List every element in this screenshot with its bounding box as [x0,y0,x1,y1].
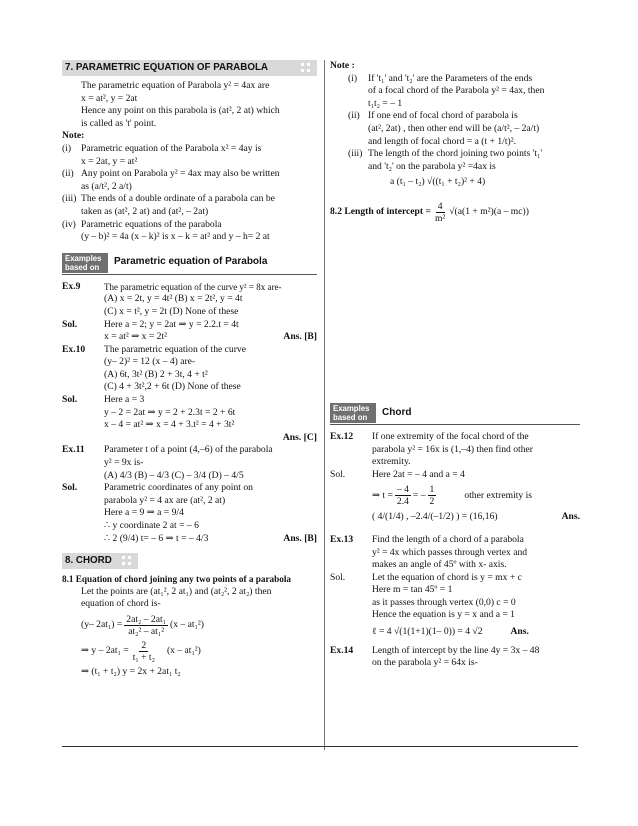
right-column [330,60,580,670]
question-line: makes an angle of 45º with x- axis. [372,559,507,571]
note-number: (iv) [62,218,76,230]
fraction [124,614,168,637]
note-number: (i) [62,142,72,154]
example-label: Ex.14 [330,644,354,656]
solution-line: x – 4 = at² ⇒ x = 4 + 3.t² = 4 + 3t² [104,419,235,431]
example-13 [330,534,580,572]
solution-line: Here a = 9 ⇒ a = 9/4 [104,507,184,519]
note-item [348,148,580,189]
example-label: Ex.13 [330,533,354,545]
question-line: y² = 4x which passes through vertex and [372,546,528,558]
text-line: Let the points are (at₁², 2 at₁) and (at₂², 2 at₂) then [81,585,272,597]
question-line: Length of intercept by the line 4y = 3x – 48 [372,644,540,656]
equation-part: (x – at₁²) [166,645,201,657]
solution-label: Sol. [330,468,346,480]
note-item [62,193,317,218]
chord-equation-1 [81,614,317,637]
equation-part: ⇒ t = [372,489,393,501]
solution-label: Sol. [62,394,78,406]
note-item [348,110,580,148]
question-line: extremity. [372,456,411,468]
example-label: Ex.12 [330,430,354,442]
text-line: and length of focal chord = a (t + 1/t)². [368,135,516,147]
text-line: is called as 't' point. [81,117,157,129]
answer: Ans. [B] [283,331,317,343]
answer: Ans. [510,626,529,638]
example-label: Ex.11 [62,444,85,456]
column-divider [324,60,325,750]
equation-part: other extremity is [464,489,532,501]
fraction [428,484,437,507]
fraction [395,484,411,507]
equation-part: (y– 2at₁) = [81,619,123,631]
section-7-title: 7. PARAMETRIC EQUATION OF PARABOLA [65,61,269,73]
answer: Ans. [561,511,580,523]
left-column [62,60,317,679]
solution-line: y – 2 = 2at ⇒ y = 2 + 2.3t = 2 + 6t [104,406,236,418]
solution-line: Here a = 3 [104,394,145,406]
solution-line: ( 4/(1/4) , –2.4/(–1/2) ) = (16,16) [372,511,498,523]
answer: Ans. [B] [283,532,317,544]
options-line: (A) 6t, 3t² (B) 2 + 3t, 4 + t² [104,368,208,380]
equation-part: √(a(1 + m²)(a – mc)) [449,206,529,218]
question-line: Parameter t of a point (4,–6) of the parabola [104,444,273,456]
question-line: The parametric equation of the curve y² = 8x are- [104,281,282,292]
text-line: of a focal chord of the Parabola y² = 4ax, then [368,85,545,97]
solution-line: parabola y² = 4 ax are (at², 2 at) [104,494,226,506]
question-line: y² = 9x is- [104,457,144,469]
text-line: The parametric equation of Parabola y² = 4ax are [81,80,270,91]
note-item [62,168,317,193]
text-line: equation of chord is- [81,598,161,610]
section-7-header [62,60,317,76]
note-number: (iii) [348,148,363,160]
solution-12 [330,469,580,524]
chord-equation-3: ⇒ (t₁ + t₂) y = 2x + 2at₁ t₂ [81,665,181,677]
note-item [62,219,317,244]
note-list [330,73,580,189]
section-dots-icon [121,555,135,567]
solution-line: as it passes through vertex (0,0) c = 0 [372,596,516,608]
solution-label: Sol. [62,318,78,330]
text-line: The length of the chord joining two points 't₁' [368,148,543,160]
question-line: (y– 2)² = 12 (x – 4) are- [104,356,196,368]
example-9 [62,281,317,319]
text-line: Hence any point on this parabola is (at², 2 at) which [81,105,280,117]
section-8-2 [330,201,580,224]
text-line: If one end of focal chord of parabola is [368,110,518,122]
note-number: (iii) [62,193,77,205]
options-line: (A) 4/3 (B) – 4/3 (C) – 3/4 (D) – 4/5 [104,469,244,481]
options-line: (A) x = 2t, y = 4t² (B) x = 2t², y = 4t [104,293,243,305]
examples-title: Parametric equation of Parabola [114,256,268,268]
numerator: 1 [429,484,435,496]
example-11 [62,444,317,482]
chord-equation-2 [81,640,317,663]
fraction [131,640,157,663]
question-line: on the parabola y² = 64x is- [372,657,478,669]
note-item [348,73,580,111]
solution-label: Sol. [330,571,346,583]
solution-line: Here 2at = – 4 and a = 4 [372,468,465,480]
solution-line: Here m = tan 45º = 1 [372,584,453,596]
options-line: (C) 4 + 3t²,2 + 6t (D) None of these [104,381,241,393]
text-line: taken as (at², 2 at) and (at², – 2at) [81,205,209,217]
solution-9 [62,319,317,344]
example-14 [330,645,580,670]
fraction [433,201,447,224]
solution-line: Parametric coordinates of any point on [104,482,253,494]
solution-line: ∴ y coordinate 2 at = – 6 [104,520,199,531]
text-line: and 't₂' on the parabola y² =4ax is [368,160,496,172]
example-label: Ex.10 [62,343,86,355]
note-item [62,143,317,168]
text-line: (at², 2at) , then other end will be (a/t², – 2a/t) [368,122,540,134]
example-label: Ex.9 [62,280,81,292]
text-line: as (a/t², 2 a/t) [81,180,132,192]
page-bottom-rule [62,746,578,747]
examples-header-right [330,402,580,425]
section-7-body [62,80,317,130]
examples-badge: Examples based on [330,403,376,423]
question-line: If one extremity of the focal chord of the [372,430,529,442]
options-line: (C) x = t², y = 2t (D) None of these [104,305,239,317]
solution-13 [330,572,580,639]
question-line: The parametric equation of the curve [104,343,246,355]
answer: Ans. [C] [282,431,317,443]
text-line: The ends of a double ordinate of a parabola can be [81,193,275,205]
denominator: t₁ + t₂ [132,651,155,663]
text-line: Parametric equation of the Parabola x² = 4ay is [81,142,262,154]
equation-part: = – [412,489,426,501]
text-line: (y – b)² = 4a (x – k)² is x – k = at² and y – h= 2 at [81,231,270,243]
text-line: Parametric equations of the parabola [81,218,222,230]
text-line: If 't₁' and 't₂' are the Parameters of the ends [368,72,533,84]
question-line: parabola y² = 16x is (1,–4) then find other [372,443,533,455]
text-line: Any point on Parabola y² = 4ax may also be written [81,168,280,180]
section-8-title: 8. CHORD [65,554,112,566]
spacer [330,224,580,394]
solution-line: ∴ 2 (9/4) t= – 6 ⇒ t = – 4/3 [104,532,209,544]
section-8-header [62,553,138,569]
question-line: Find the length of a chord of a parabola [372,533,524,545]
note-number: (ii) [62,168,74,180]
example-12 [330,431,580,469]
text-line: x = at², y = 2at [81,92,138,104]
note-number: (i) [348,72,358,84]
solution-line: ℓ = 4 √(1(1+1)(1– 0)) = 4 √2 [372,626,483,638]
example-10 [62,344,317,394]
solution-label: Sol. [62,482,78,494]
note-number: (ii) [348,110,360,122]
numerator: 2at₂ – 2at₁ [126,613,166,625]
numerator: 4 [437,200,443,212]
section-dots-icon [300,62,314,74]
numerator: 2 [141,639,147,651]
denominator: at₂² – at₁² [128,625,165,637]
denominator: 2.4 [396,496,409,508]
solution-10 [62,394,317,444]
examples-header-left [62,252,317,275]
examples-badge: Examples based on [62,253,108,273]
note-heading: Note: [62,130,85,142]
text-line: x = 2at, y = at² [81,155,138,167]
note-list [62,143,317,244]
examples-title: Chord [382,406,412,418]
solution-line: x = at² ⇒ x = 2t² [104,331,167,343]
equation-part: (x – at₁²) [170,619,204,631]
solution-line: Hence the equation is y = x and a = 1 [372,609,515,621]
note-heading: Note : [330,60,355,71]
numerator: – 4 [396,484,409,496]
solution-line: Here a = 2; y = 2at ⇒ y = 2.2.t = 4t [104,318,239,330]
solution-11 [62,482,317,545]
solution-equation [372,484,580,507]
text-line: t₁t₂ = – 1 [368,97,403,109]
denominator: m² [434,212,446,224]
subsection-8-1-title: 8.1 Equation of chord joining any two points of a parabola [62,574,291,585]
denominator: 2 [429,496,435,508]
solution-line: Let the equation of chord is y = mx + c [372,571,522,583]
text-line: a (t₁ – t₂) √((t₁ + t₂)² + 4) [390,176,486,188]
subsection-8-2-title: 8.2 Length of intercept = [330,206,431,218]
equation-part: ⇒ y – 2at₁ = [81,645,129,657]
